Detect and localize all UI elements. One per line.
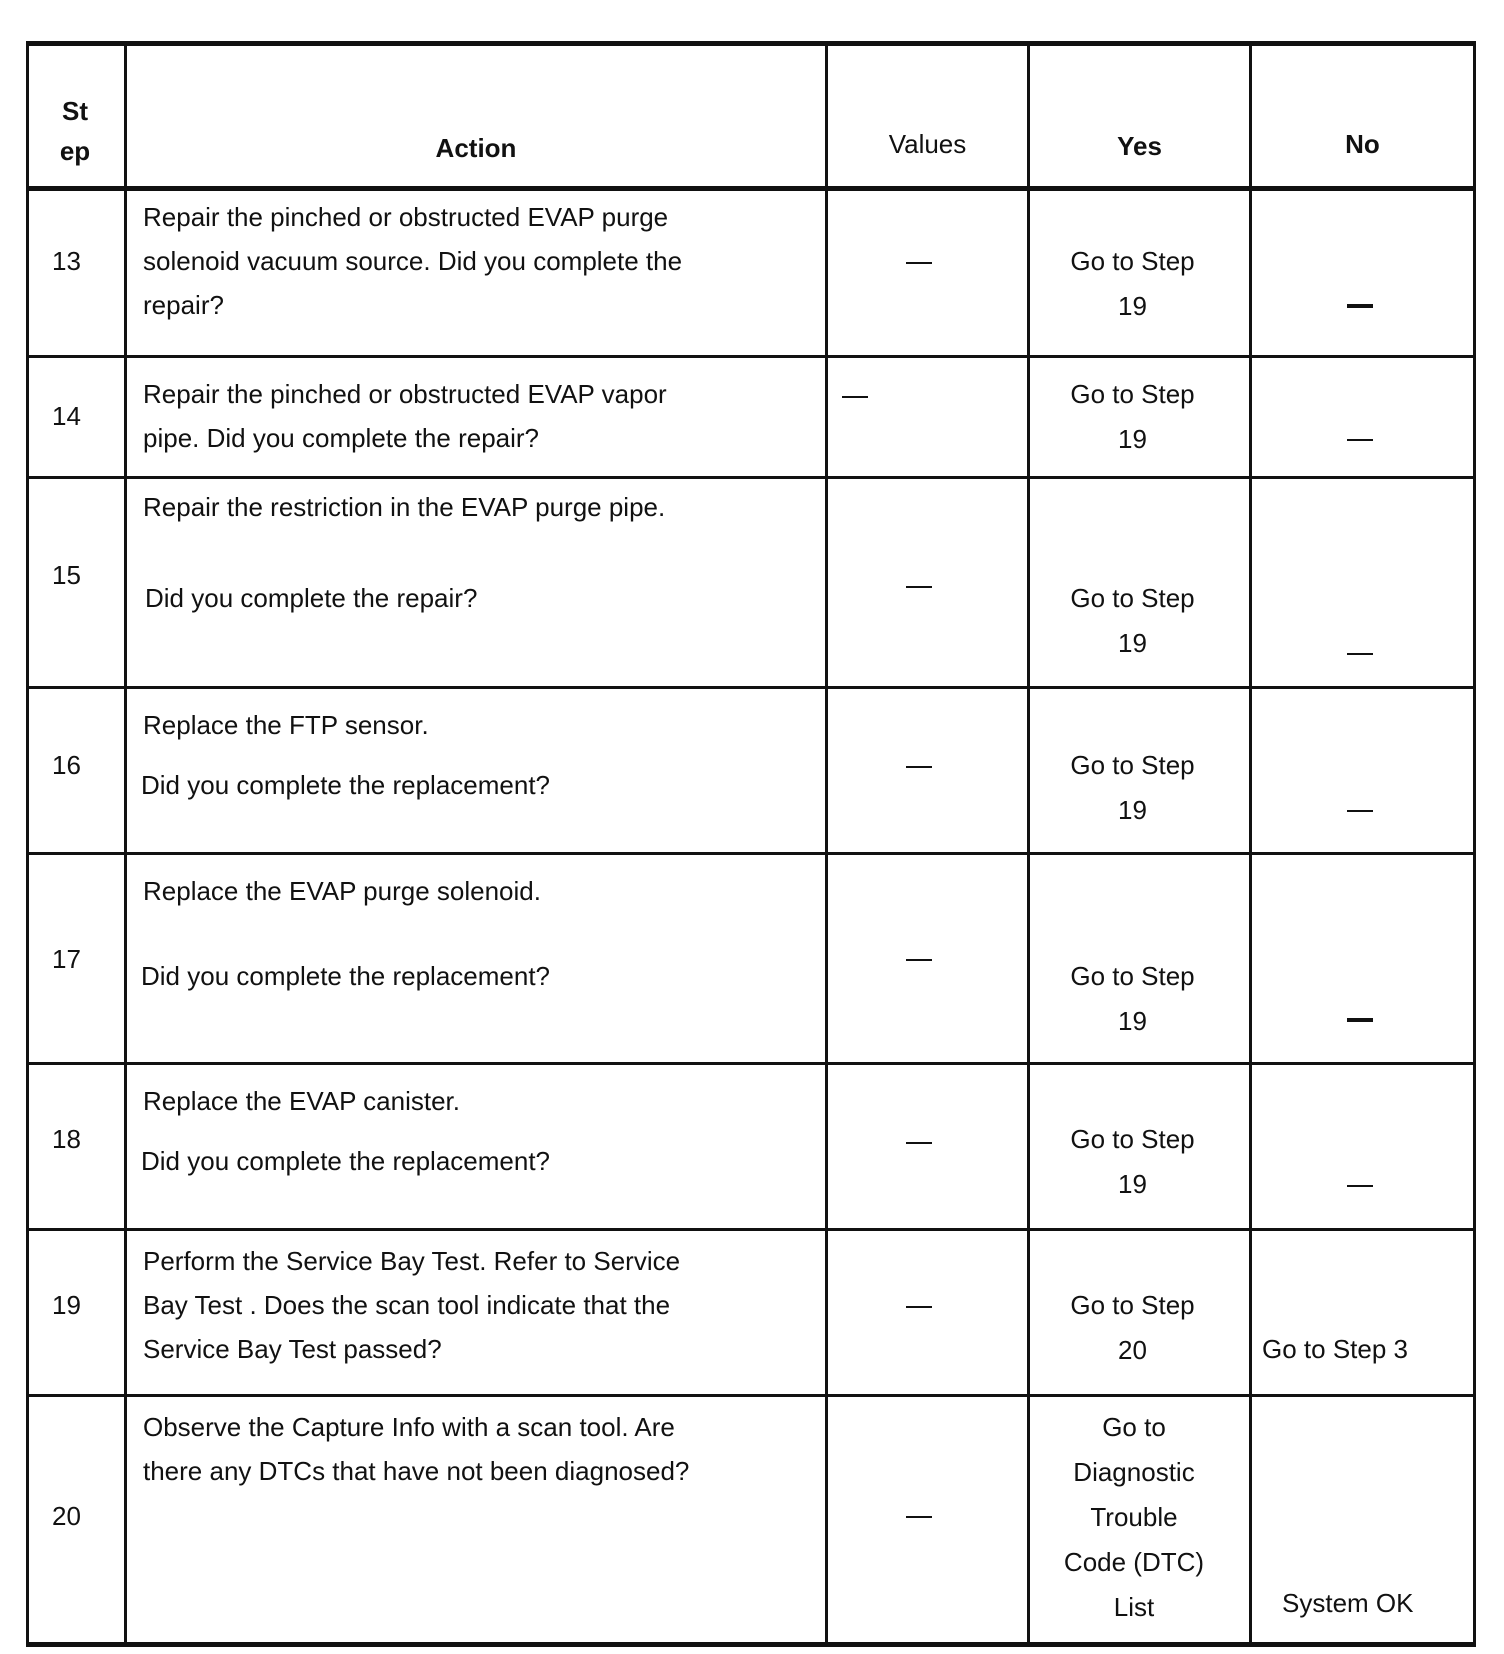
- table-row: [26, 1065, 1476, 1228]
- yes-text: Code (DTC): [1063, 1547, 1205, 1577]
- action-text: Repair the pinched or obstructed EVAP vapor: [143, 379, 667, 409]
- yes-cell: [1030, 239, 1235, 329]
- action-text: Repair the pinched or obstructed EVAP purge: [143, 202, 669, 232]
- values-empty-dash: [906, 586, 932, 588]
- values-empty-dash: [906, 1516, 932, 1518]
- action-text: Repair the restriction in the EVAP purge pipe.: [143, 492, 666, 522]
- table-row: [26, 855, 1476, 1062]
- values-empty-dash: [906, 1306, 932, 1308]
- step-number: 13: [52, 246, 81, 276]
- step-number: 19: [52, 1290, 81, 1320]
- action-text: there any DTCs that have not been diagnosed?: [143, 1456, 690, 1486]
- yes-cell: [1030, 743, 1235, 833]
- yes-text: Go to Step: [1070, 583, 1195, 613]
- yes-text: List: [1113, 1592, 1155, 1622]
- yes-text: Go to Step: [1070, 1290, 1195, 1320]
- no-empty-dash: [1347, 653, 1373, 655]
- action-text: Replace the EVAP canister.: [143, 1086, 461, 1116]
- header-step: [26, 91, 124, 171]
- yes-cell: [1030, 576, 1235, 666]
- action-text: Perform the Service Bay Test. Refer to Service: [143, 1246, 681, 1276]
- yes-cell: [1030, 954, 1235, 1044]
- yes-text: Go to Step: [1070, 246, 1195, 276]
- no-empty-dash: [1347, 304, 1373, 308]
- table-row: [26, 479, 1476, 686]
- action-text: Observe the Capture Info with a scan tool. Are: [143, 1412, 675, 1442]
- no-empty-dash: [1347, 439, 1373, 441]
- no-text: System OK: [1282, 1588, 1414, 1618]
- yes-cell: [1030, 372, 1235, 462]
- no-empty-dash: [1347, 1185, 1373, 1187]
- header-action: Action: [435, 133, 517, 163]
- header-values: Values: [888, 129, 967, 159]
- table-row: [26, 358, 1476, 476]
- values-empty-dash: [906, 959, 932, 961]
- table-row: [26, 689, 1476, 852]
- table-row: [26, 189, 1476, 355]
- table-row: [26, 1397, 1476, 1642]
- action-text: solenoid vacuum source. Did you complete the: [143, 246, 683, 276]
- yes-text: Go to Step: [1070, 750, 1195, 780]
- yes-text: 19: [1118, 1006, 1147, 1036]
- step-number: 18: [52, 1124, 81, 1154]
- action-text: Replace the EVAP purge solenoid.: [143, 876, 541, 906]
- header-yes: Yes: [1117, 131, 1162, 161]
- action-text: Did you complete the replacement?: [141, 961, 551, 991]
- yes-text: 19: [1118, 1169, 1147, 1199]
- yes-text: Trouble: [1090, 1502, 1178, 1532]
- step-number: 15: [52, 560, 81, 590]
- yes-text: Go to Step: [1070, 1124, 1195, 1154]
- header-no: No: [1345, 129, 1380, 159]
- yes-text: 19: [1118, 291, 1147, 321]
- yes-text: 19: [1118, 795, 1147, 825]
- action-text: Service Bay Test passed?: [143, 1334, 442, 1364]
- diagnostic-table: [26, 41, 1476, 1647]
- header-step-line1: St: [62, 96, 88, 126]
- values-empty-dash: [906, 766, 932, 768]
- yes-text: 19: [1118, 424, 1147, 454]
- yes-cell: [1030, 1405, 1238, 1630]
- step-number: 16: [52, 750, 81, 780]
- yes-cell: [1030, 1117, 1235, 1207]
- action-text: repair?: [143, 290, 224, 320]
- row-border: [26, 1642, 1476, 1647]
- values-empty-dash: [906, 1142, 932, 1144]
- yes-text: 19: [1118, 628, 1147, 658]
- step-number: 20: [52, 1501, 81, 1531]
- action-text: Did you complete the replacement?: [141, 770, 551, 800]
- action-text: Bay Test . Does the scan tool indicate that the: [143, 1290, 671, 1320]
- no-text: Go to Step 3: [1262, 1334, 1408, 1364]
- action-text: pipe. Did you complete the repair?: [143, 423, 540, 453]
- action-text: Replace the FTP sensor.: [143, 710, 429, 740]
- yes-text: 20: [1118, 1335, 1147, 1365]
- step-number: 17: [52, 944, 81, 974]
- action-text: Did you complete the repair?: [145, 583, 478, 613]
- yes-text: Go to: [1102, 1412, 1166, 1442]
- header-step-line2: ep: [59, 136, 91, 166]
- action-text: Did you complete the replacement?: [141, 1146, 551, 1176]
- values-empty-dash: [906, 262, 932, 264]
- step-number: 14: [52, 401, 81, 431]
- yes-text: Go to Step: [1070, 961, 1195, 991]
- values-empty-dash: [842, 396, 868, 398]
- no-empty-dash: [1347, 810, 1373, 812]
- yes-text: Go to Step: [1070, 379, 1195, 409]
- no-empty-dash: [1347, 1018, 1373, 1022]
- yes-cell: [1030, 1283, 1235, 1373]
- yes-text: Diagnostic: [1073, 1457, 1195, 1487]
- row-border: [26, 41, 1476, 46]
- table-row: [26, 1231, 1476, 1394]
